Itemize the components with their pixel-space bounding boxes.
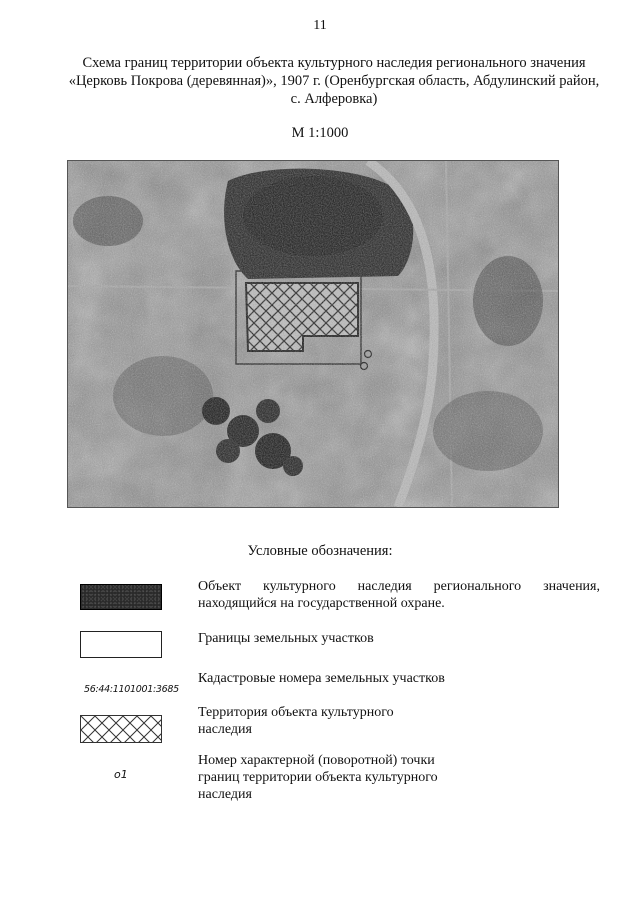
crosshatch-icon	[81, 716, 162, 743]
legend-object-swatch	[80, 584, 162, 610]
legend-cadastral-text: Кадастровые номера земельных участков	[198, 671, 445, 686]
map-scale: М 1:1000	[291, 125, 349, 141]
legend-point-text: Номер характерной (поворотной) точки границ территории объекта культурного наследия	[198, 753, 438, 802]
legend-boundary-text: Границы земельных участков	[198, 631, 374, 646]
legend-cadastral-sample: 56:44:1101001:3685	[84, 684, 179, 695]
document-title: Схема границ территории объекта культурного наследия регионального значения «Церковь Покрова (деревянная)», 1907 г. (Оренбургская область, Абдулинский район, с. Алферовка)	[68, 55, 600, 107]
legend-territory-swatch	[80, 715, 162, 743]
map-image	[68, 161, 558, 507]
legend-territory-text: Территория объекта культурного наследия	[198, 705, 394, 737]
page-number: 11	[313, 18, 327, 33]
legend-boundary-swatch	[80, 631, 162, 658]
legend-heading: Условные обозначения:	[247, 543, 393, 559]
satellite-map	[67, 160, 559, 508]
legend-point-sample: о1	[114, 768, 128, 781]
legend-object-text: Объект культурного наследия регионального значения, находящийся на государственной охране.	[198, 579, 600, 611]
